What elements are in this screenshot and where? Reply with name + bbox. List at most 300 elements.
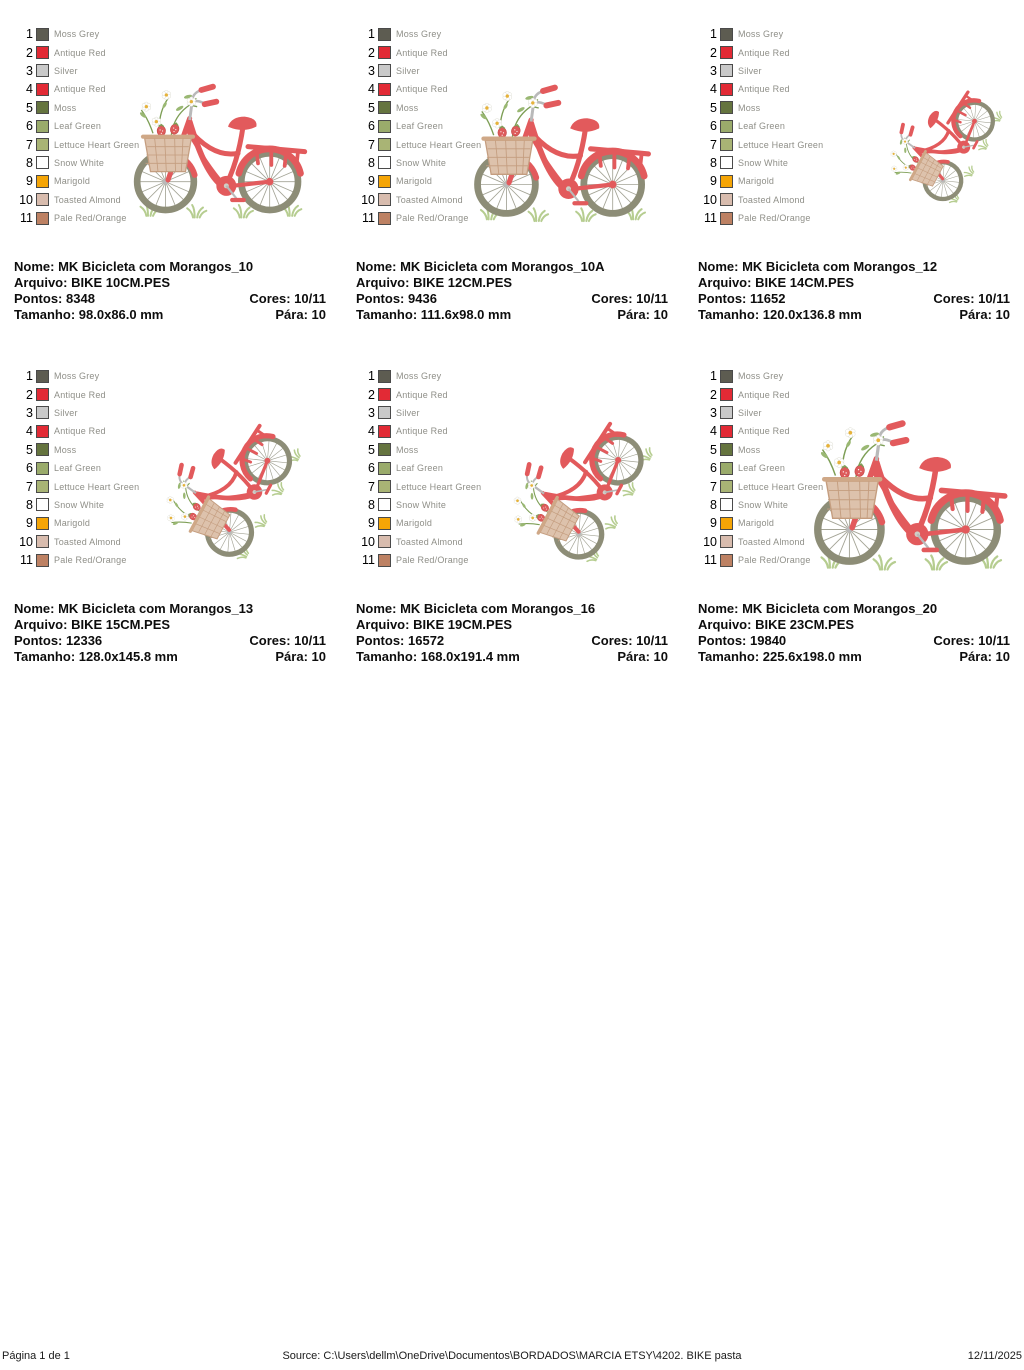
thread-color-swatch — [378, 193, 391, 206]
design-card — [14, 24, 326, 356]
thread-color-name: Leaf Green — [396, 463, 444, 474]
thread-number: 4 — [368, 424, 375, 439]
design-info — [698, 259, 1010, 323]
thread-color-row — [356, 422, 481, 440]
page-number: Página 1 de 1 — [2, 1350, 70, 1362]
thread-number: 10 — [19, 534, 33, 549]
thread-color-name: Toasted Almond — [738, 194, 805, 205]
thread-number: 6 — [26, 461, 33, 476]
thread-color-swatch — [720, 28, 733, 41]
thread-color-name: Moss Grey — [738, 29, 784, 40]
thread-number: 2 — [710, 387, 717, 402]
thread-color-name: Silver — [738, 407, 762, 418]
thread-color-swatch — [36, 46, 49, 59]
thread-color-row — [14, 551, 139, 569]
thread-number: 10 — [361, 192, 375, 207]
thread-color-swatch — [720, 212, 733, 225]
thread-color-swatch — [36, 175, 49, 188]
thread-color-name: Moss — [54, 102, 77, 113]
thread-color-row — [698, 117, 823, 135]
thread-color-name: Lettuce Heart Green — [738, 481, 824, 492]
thread-color-swatch — [720, 554, 733, 567]
thread-number: 2 — [26, 387, 33, 402]
design-name: MK Bicicleta com Morangos_20 — [742, 601, 938, 616]
thread-color-name: Lettuce Heart Green — [54, 481, 140, 492]
design-name-line — [14, 259, 326, 275]
thread-number: 10 — [703, 192, 717, 207]
stop-count: Pára: 10 — [275, 649, 326, 664]
thread-number: 5 — [710, 442, 717, 457]
thread-number: 5 — [368, 442, 375, 457]
thread-color-row — [356, 367, 481, 385]
thread-number: 6 — [368, 119, 375, 134]
thread-number: 7 — [26, 137, 33, 152]
file-name-line — [698, 275, 1010, 291]
thread-number: 11 — [704, 211, 717, 226]
thread-color-row — [14, 422, 139, 440]
field-label: Arquivo: — [356, 275, 410, 290]
thread-number: 8 — [26, 155, 33, 170]
thread-color-swatch — [378, 28, 391, 41]
thread-number: 4 — [26, 424, 33, 439]
thread-color-name: Snow White — [54, 499, 105, 510]
thread-color-row — [14, 25, 139, 43]
thread-number: 9 — [26, 516, 33, 531]
thread-color-swatch — [378, 517, 391, 530]
thread-number: 2 — [368, 387, 375, 402]
thread-color-swatch — [36, 425, 49, 438]
thread-color-row — [698, 80, 823, 98]
thread-color-name: Marigold — [396, 176, 433, 187]
thread-color-swatch — [36, 554, 49, 567]
file-name: BIKE 10CM.PES — [71, 275, 171, 290]
thread-number: 8 — [368, 155, 375, 170]
thread-color-swatch — [720, 425, 733, 438]
thread-number: 2 — [710, 45, 717, 60]
thread-color-name: Pale Red/Orange — [396, 213, 469, 224]
thread-color-swatch — [378, 83, 391, 96]
thread-color-name: Lettuce Heart Green — [396, 139, 482, 150]
thread-color-swatch — [378, 554, 391, 567]
thread-color-row — [698, 209, 823, 227]
thread-number: 10 — [361, 534, 375, 549]
stop-count: Pára: 10 — [959, 649, 1010, 664]
file-name-line — [356, 275, 668, 291]
thread-color-name: Moss Grey — [396, 29, 442, 40]
thread-color-name: Toasted Almond — [54, 536, 121, 547]
design-size: Tamanho: 168.0x191.4 mm — [356, 649, 520, 664]
thread-color-name: Lettuce Heart Green — [396, 481, 482, 492]
field-label: Nome: — [356, 601, 397, 616]
thread-number: 7 — [710, 137, 717, 152]
thread-color-swatch — [720, 443, 733, 456]
thread-number: 6 — [710, 119, 717, 134]
thread-color-name: Antique Red — [738, 84, 790, 95]
stop-count: Pára: 10 — [275, 307, 326, 322]
embroidery-preview-bicycle — [796, 390, 1020, 576]
thread-color-name: Leaf Green — [738, 463, 786, 474]
embroidery-preview-bicycle-rotated — [470, 366, 668, 596]
design-size: Tamanho: 225.6x198.0 mm — [698, 649, 862, 664]
stitch-count: Pontos: 12336 — [14, 633, 103, 648]
thread-number: 9 — [710, 516, 717, 531]
thread-number: 5 — [26, 100, 33, 115]
thread-color-row — [698, 191, 823, 209]
thread-color-name: Antique Red — [738, 47, 790, 58]
thread-color-name: Moss Grey — [54, 29, 100, 40]
thread-color-row — [356, 441, 481, 459]
design-name: MK Bicicleta com Morangos_16 — [400, 601, 596, 616]
thread-color-row — [698, 25, 823, 43]
thread-color-name: Leaf Green — [54, 463, 102, 474]
thread-color-swatch — [378, 498, 391, 511]
thread-number: 1 — [710, 369, 717, 384]
thread-color-swatch — [720, 156, 733, 169]
thread-color-swatch — [36, 517, 49, 530]
thread-color-swatch — [378, 212, 391, 225]
thread-color-row — [14, 477, 139, 495]
thread-color-swatch — [720, 193, 733, 206]
thread-number: 3 — [368, 63, 375, 78]
thread-number: 7 — [710, 479, 717, 494]
design-card — [356, 24, 668, 356]
thread-color-swatch — [378, 406, 391, 419]
embroidery-preview-bicycle-rotated — [126, 370, 314, 592]
design-name-line — [698, 259, 1010, 275]
design-info — [14, 601, 326, 665]
thread-number: 3 — [710, 405, 717, 420]
stitch-count: Pontos: 11652 — [698, 291, 786, 306]
thread-number: 1 — [26, 369, 33, 384]
thread-number: 10 — [703, 534, 717, 549]
thread-color-swatch — [378, 370, 391, 383]
thread-color-name: Marigold — [54, 518, 91, 529]
thread-number: 4 — [368, 82, 375, 97]
thread-color-swatch — [720, 64, 733, 77]
thread-color-swatch — [378, 175, 391, 188]
thread-color-swatch — [36, 480, 49, 493]
thread-color-row — [698, 43, 823, 61]
thread-color-name: Snow White — [54, 157, 105, 168]
thread-color-name: Snow White — [738, 157, 789, 168]
thread-color-row — [698, 135, 823, 153]
thread-color-swatch — [36, 101, 49, 114]
thread-color-name: Toasted Almond — [738, 536, 805, 547]
field-label: Nome: — [698, 259, 739, 274]
thread-number: 5 — [26, 442, 33, 457]
thread-color-name: Moss — [738, 102, 761, 113]
thread-color-name: Snow White — [396, 157, 447, 168]
thread-color-name: Pale Red/Orange — [54, 555, 127, 566]
thread-color-name: Snow White — [396, 499, 447, 510]
thread-color-swatch — [720, 535, 733, 548]
thread-color-name: Antique Red — [54, 426, 106, 437]
thread-color-swatch — [720, 120, 733, 133]
thread-color-name: Silver — [738, 65, 762, 76]
field-label: Arquivo: — [698, 275, 752, 290]
thread-color-name: Silver — [396, 407, 420, 418]
thread-number: 11 — [20, 211, 33, 226]
thread-number: 8 — [368, 497, 375, 512]
thread-number: 5 — [710, 100, 717, 115]
field-label: Arquivo: — [356, 617, 410, 632]
thread-color-swatch — [378, 64, 391, 77]
thread-color-name: Moss Grey — [738, 371, 784, 382]
thread-number: 2 — [26, 45, 33, 60]
thread-color-swatch — [36, 370, 49, 383]
color-count: Cores: 10/11 — [249, 633, 326, 648]
field-label: Arquivo: — [14, 617, 68, 632]
thread-number: 9 — [710, 174, 717, 189]
page-footer — [0, 1350, 1024, 1366]
thread-number: 11 — [20, 553, 33, 568]
thread-color-swatch — [720, 388, 733, 401]
thread-color-row — [356, 533, 481, 551]
file-name: BIKE 12CM.PES — [413, 275, 513, 290]
thread-color-swatch — [720, 101, 733, 114]
thread-color-name: Moss — [54, 444, 77, 455]
thread-color-name: Toasted Almond — [54, 194, 121, 205]
thread-color-swatch — [720, 175, 733, 188]
thread-color-swatch — [378, 46, 391, 59]
thread-color-row — [356, 496, 481, 514]
thread-color-swatch — [720, 406, 733, 419]
thread-number: 7 — [26, 479, 33, 494]
thread-number: 7 — [368, 137, 375, 152]
thread-color-swatch — [378, 462, 391, 475]
thread-color-name: Lettuce Heart Green — [54, 139, 140, 150]
design-name: MK Bicicleta com Morangos_10A — [400, 259, 605, 274]
color-count: Cores: 10/11 — [933, 633, 1010, 648]
design-size: Tamanho: 98.0x86.0 mm — [14, 307, 164, 322]
thread-color-swatch — [378, 443, 391, 456]
design-info — [14, 259, 326, 323]
thread-color-list — [14, 367, 139, 569]
thread-number: 4 — [26, 82, 33, 97]
thread-color-swatch — [36, 388, 49, 401]
design-name: MK Bicicleta com Morangos_12 — [742, 259, 938, 274]
thread-color-swatch — [36, 193, 49, 206]
thread-color-name: Silver — [396, 65, 420, 76]
thread-color-swatch — [36, 462, 49, 475]
thread-color-swatch — [378, 138, 391, 151]
design-name-line — [356, 259, 668, 275]
thread-color-swatch — [36, 64, 49, 77]
thread-color-swatch — [720, 462, 733, 475]
design-card — [698, 24, 1010, 356]
thread-color-name: Silver — [54, 65, 78, 76]
stitch-count: Pontos: 19840 — [698, 633, 787, 648]
thread-number: 1 — [368, 369, 375, 384]
design-size: Tamanho: 111.6x98.0 mm — [356, 307, 512, 322]
thread-number: 8 — [710, 155, 717, 170]
thread-color-row — [14, 459, 139, 477]
thread-color-name: Leaf Green — [396, 121, 444, 132]
thread-number: 8 — [26, 497, 33, 512]
thread-number: 3 — [26, 405, 33, 420]
design-name-line — [698, 601, 1010, 617]
thread-color-row — [356, 385, 481, 403]
design-name-line — [14, 601, 326, 617]
thread-color-swatch — [36, 120, 49, 133]
thread-color-row — [356, 477, 481, 495]
thread-color-row — [14, 385, 139, 403]
thread-number: 2 — [368, 45, 375, 60]
field-label: Nome: — [698, 601, 739, 616]
thread-number: 7 — [368, 479, 375, 494]
thread-color-swatch — [720, 83, 733, 96]
design-size: Tamanho: 128.0x145.8 mm — [14, 649, 178, 664]
thread-color-swatch — [720, 480, 733, 493]
thread-color-row — [356, 514, 481, 532]
thread-color-row — [356, 551, 481, 569]
design-card — [356, 366, 668, 698]
color-count: Cores: 10/11 — [591, 633, 668, 648]
thread-number: 6 — [368, 461, 375, 476]
thread-number: 9 — [368, 516, 375, 531]
thread-number: 6 — [710, 461, 717, 476]
thread-color-swatch — [36, 83, 49, 96]
thread-color-name: Marigold — [738, 176, 775, 187]
thread-color-swatch — [378, 120, 391, 133]
thread-color-name: Pale Red/Orange — [54, 213, 127, 224]
thread-number: 10 — [19, 192, 33, 207]
thread-color-row — [14, 367, 139, 385]
thread-color-name: Silver — [54, 407, 78, 418]
thread-color-name: Pale Red/Orange — [738, 213, 811, 224]
thread-number: 9 — [26, 174, 33, 189]
thread-color-swatch — [720, 517, 733, 530]
thread-number: 11 — [362, 211, 375, 226]
field-label: Nome: — [14, 601, 55, 616]
file-name-line — [698, 617, 1010, 633]
color-count: Cores: 10/11 — [249, 291, 326, 306]
thread-color-swatch — [36, 212, 49, 225]
thread-color-name: Moss — [396, 444, 419, 455]
thread-number: 4 — [710, 424, 717, 439]
design-card — [698, 366, 1010, 698]
thread-color-swatch — [36, 406, 49, 419]
field-label: Arquivo: — [14, 275, 68, 290]
thread-color-swatch — [378, 535, 391, 548]
thread-color-list — [698, 25, 823, 227]
thread-color-row — [14, 514, 139, 532]
thread-color-name: Toasted Almond — [396, 194, 463, 205]
thread-number: 4 — [710, 82, 717, 97]
thread-color-name: Leaf Green — [738, 121, 786, 132]
thread-color-name: Leaf Green — [54, 121, 102, 132]
embroidery-preview-bicycle — [458, 52, 662, 232]
print-date: 12/11/2025 — [967, 1350, 1022, 1362]
thread-color-name: Snow White — [738, 499, 789, 510]
thread-color-swatch — [378, 101, 391, 114]
thread-color-name: Pale Red/Orange — [738, 555, 811, 566]
thread-color-list — [356, 367, 481, 569]
field-label: Nome: — [14, 259, 55, 274]
thread-color-name: Toasted Almond — [396, 536, 463, 547]
thread-color-swatch — [720, 46, 733, 59]
thread-color-name: Antique Red — [738, 389, 790, 400]
file-name-line — [356, 617, 668, 633]
thread-color-swatch — [378, 425, 391, 438]
thread-color-swatch — [378, 388, 391, 401]
thread-number: 5 — [368, 100, 375, 115]
file-name: BIKE 14CM.PES — [755, 275, 855, 290]
thread-color-name: Antique Red — [396, 426, 448, 437]
thread-number: 3 — [368, 405, 375, 420]
thread-color-name: Marigold — [738, 518, 775, 529]
thread-number: 6 — [26, 119, 33, 134]
thread-color-name: Antique Red — [738, 426, 790, 437]
thread-color-name: Antique Red — [54, 84, 106, 95]
thread-color-swatch — [36, 535, 49, 548]
stitch-count: Pontos: 16572 — [356, 633, 445, 648]
stop-count: Pára: 10 — [959, 307, 1010, 322]
thread-number: 11 — [362, 553, 375, 568]
design-info — [356, 259, 668, 323]
color-count: Cores: 10/11 — [591, 291, 668, 306]
thread-color-name: Moss Grey — [54, 371, 100, 382]
thread-color-name: Moss — [396, 102, 419, 113]
source-path: Source: C:\Users\dellm\OneDrive\Documentos\BORDADOS\MARCIA ETSY\4202. BIKE pasta — [282, 1350, 742, 1362]
thread-color-row — [698, 99, 823, 117]
thread-number: 8 — [710, 497, 717, 512]
thread-number: 1 — [710, 27, 717, 42]
design-info — [698, 601, 1010, 665]
thread-color-name: Antique Red — [54, 47, 106, 58]
embroidery-preview-bicycle-rotated — [858, 24, 1012, 252]
design-size: Tamanho: 120.0x136.8 mm — [698, 307, 862, 322]
thread-color-row — [698, 172, 823, 190]
thread-color-row — [698, 62, 823, 80]
thread-color-row — [14, 533, 139, 551]
stop-count: Pára: 10 — [617, 307, 668, 322]
thread-color-swatch — [36, 498, 49, 511]
thread-color-swatch — [36, 443, 49, 456]
thread-number: 3 — [710, 63, 717, 78]
design-name-line — [356, 601, 668, 617]
thread-color-swatch — [720, 138, 733, 151]
file-name-line — [14, 275, 326, 291]
thread-number: 1 — [26, 27, 33, 42]
color-count: Cores: 10/11 — [933, 291, 1010, 306]
thread-color-swatch — [36, 156, 49, 169]
thread-color-name: Antique Red — [54, 389, 106, 400]
thread-color-name: Marigold — [396, 518, 433, 529]
thread-color-name: Moss Grey — [396, 371, 442, 382]
design-name: MK Bicicleta com Morangos_13 — [58, 601, 254, 616]
thread-color-name: Moss — [738, 444, 761, 455]
embroidery-preview-bicycle — [118, 52, 318, 228]
file-name: BIKE 15CM.PES — [71, 617, 171, 632]
thread-number: 11 — [704, 553, 717, 568]
thread-number: 3 — [26, 63, 33, 78]
thread-color-row — [356, 25, 481, 43]
thread-color-name: Marigold — [54, 176, 91, 187]
thread-color-swatch — [36, 138, 49, 151]
thread-color-name: Antique Red — [396, 84, 448, 95]
design-name: MK Bicicleta com Morangos_10 — [58, 259, 254, 274]
thread-color-row — [14, 404, 139, 422]
file-name-line — [14, 617, 326, 633]
thread-color-swatch — [720, 370, 733, 383]
field-label: Nome: — [356, 259, 397, 274]
file-name: BIKE 23CM.PES — [755, 617, 855, 632]
thread-color-name: Antique Red — [396, 47, 448, 58]
thread-color-row — [356, 404, 481, 422]
thread-number: 9 — [368, 174, 375, 189]
stitch-count: Pontos: 8348 — [14, 291, 95, 306]
